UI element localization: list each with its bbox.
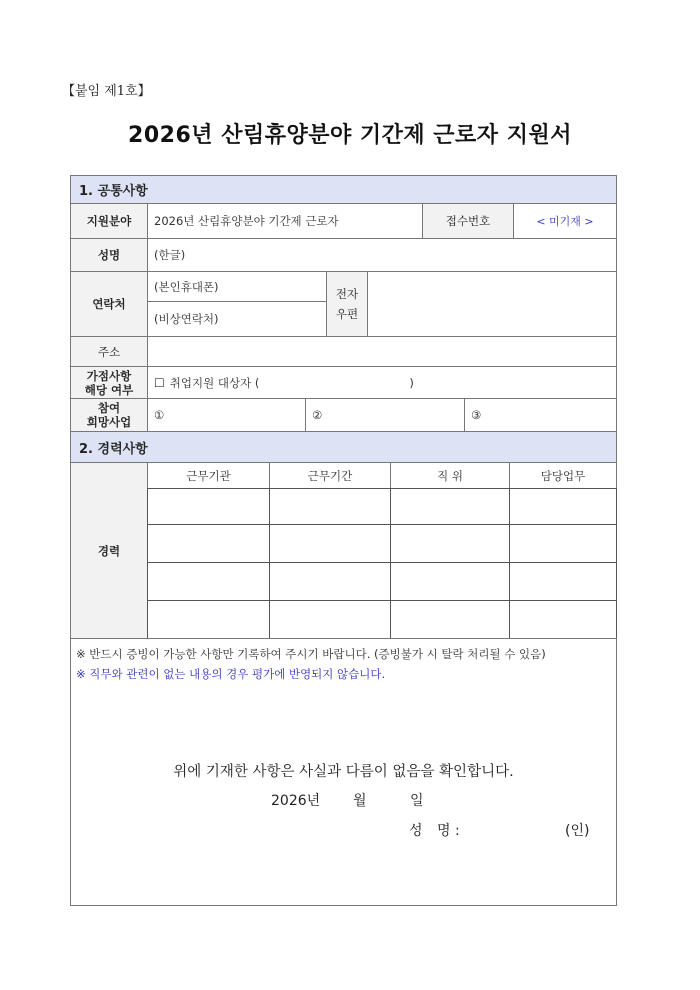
bonus-label-line2: 해당 여부	[84, 382, 134, 397]
career-cell[interactable]	[269, 488, 391, 525]
signature-field[interactable]	[480, 818, 560, 838]
desired-project-choice-1[interactable]	[147, 398, 306, 432]
section-header-common	[70, 175, 617, 204]
column-header-employer	[147, 462, 270, 489]
contact-label	[70, 271, 148, 337]
address-label-text: 주소	[97, 344, 121, 359]
name-field[interactable]	[147, 238, 617, 272]
field-label-text: 지원분야	[86, 214, 132, 228]
project-label-line2: 희망사업	[86, 415, 132, 429]
career-cell[interactable]	[147, 524, 270, 563]
section-title: 1. 공통사항	[79, 184, 148, 199]
receipt-number-label	[422, 203, 514, 239]
note-evidence: ※ 반드시 증빙이 가능한 사항만 기록하여 주시기 바랍니다. (증빙불가 시 탈락 처리될 수 있음)	[76, 647, 546, 661]
seal-mark: (인)	[565, 823, 590, 839]
career-cell[interactable]	[509, 562, 617, 601]
choice-1-marker: ①	[154, 408, 165, 422]
desired-project-choice-2[interactable]	[305, 398, 465, 432]
email-field[interactable]	[367, 271, 617, 337]
field-value-text: 2026년 산림휴양분야 기간제 근로자	[154, 214, 339, 228]
mobile-placeholder: (본인휴대폰)	[154, 279, 219, 294]
page-title: 2026년 산림휴양분야 기간제 근로자 지원서	[128, 123, 572, 148]
emergency-contact-field[interactable]	[147, 301, 327, 337]
date-year: 2026년	[271, 793, 321, 809]
date-month: 월	[353, 793, 367, 809]
career-cell[interactable]	[390, 524, 510, 563]
career-cell[interactable]	[509, 600, 617, 639]
attachment-label: 【붙임 제1호】	[62, 84, 151, 99]
choice-2-marker: ②	[312, 408, 323, 422]
career-cell[interactable]	[147, 600, 270, 639]
career-cell[interactable]	[390, 488, 510, 525]
section-header-career	[70, 431, 617, 463]
email-label-line1: 전자	[335, 287, 359, 301]
column-header-position	[390, 462, 510, 489]
column-header-text: 근무기관	[186, 468, 231, 483]
choice-3-marker: ③	[471, 408, 482, 422]
bonus-label	[70, 366, 148, 399]
column-header-duties	[509, 462, 617, 489]
career-cell[interactable]	[509, 488, 617, 525]
career-cell[interactable]	[147, 488, 270, 525]
address-field[interactable]	[147, 336, 617, 367]
name-placeholder: (한글)	[154, 248, 186, 262]
name-label	[70, 238, 148, 272]
career-label-text: 경력	[97, 543, 121, 558]
name-label-text: 성명	[97, 248, 121, 262]
desired-project-choice-3[interactable]	[464, 398, 617, 432]
signature-label-2: 명 :	[437, 823, 460, 839]
address-label	[70, 336, 148, 367]
career-cell[interactable]	[390, 562, 510, 601]
career-label	[70, 462, 148, 639]
employment-support-close: )	[409, 375, 414, 390]
column-header-text: 직 위	[437, 468, 463, 483]
receipt-value-text: < 미기재 >	[536, 215, 594, 228]
career-cell[interactable]	[147, 562, 270, 601]
email-label-line2: 우편	[335, 307, 359, 321]
note-relevance: ※ 직무와 관련이 없는 내용의 경우 평가에 반영되지 않습니다.	[76, 667, 386, 681]
project-label-line1: 참여	[97, 401, 121, 415]
contact-label-text: 연락처	[92, 297, 126, 311]
receipt-number-value	[513, 203, 617, 239]
receipt-label-text: 접수번호	[445, 214, 491, 228]
career-cell[interactable]	[509, 524, 617, 563]
employment-support-option: 취업지원 대상자 (	[169, 375, 260, 390]
mobile-phone-field[interactable]	[147, 271, 327, 302]
column-header-text: 담당업무	[540, 468, 586, 483]
bonus-field	[147, 366, 617, 399]
field-label	[70, 203, 148, 239]
declaration-statement: 위에 기재한 사항은 사실과 다름이 없음을 확인합니다.	[173, 764, 514, 780]
career-cell[interactable]	[269, 524, 391, 563]
career-cell[interactable]	[390, 600, 510, 639]
bonus-label-line1: 가점사항	[86, 368, 132, 383]
date-day: 일	[410, 793, 424, 809]
emergency-placeholder: (비상연락처)	[154, 312, 219, 326]
column-header-period	[269, 462, 391, 489]
career-cell[interactable]	[269, 600, 391, 639]
employment-support-checkbox[interactable]: ☐	[154, 375, 165, 390]
email-label	[326, 271, 368, 337]
section-title: 2. 경력사항	[79, 441, 148, 457]
desired-project-label	[70, 398, 148, 432]
field-value[interactable]	[147, 203, 423, 239]
column-header-text: 근무기간	[307, 468, 353, 483]
signature-label-1: 성	[409, 823, 423, 839]
career-cell[interactable]	[269, 562, 391, 601]
